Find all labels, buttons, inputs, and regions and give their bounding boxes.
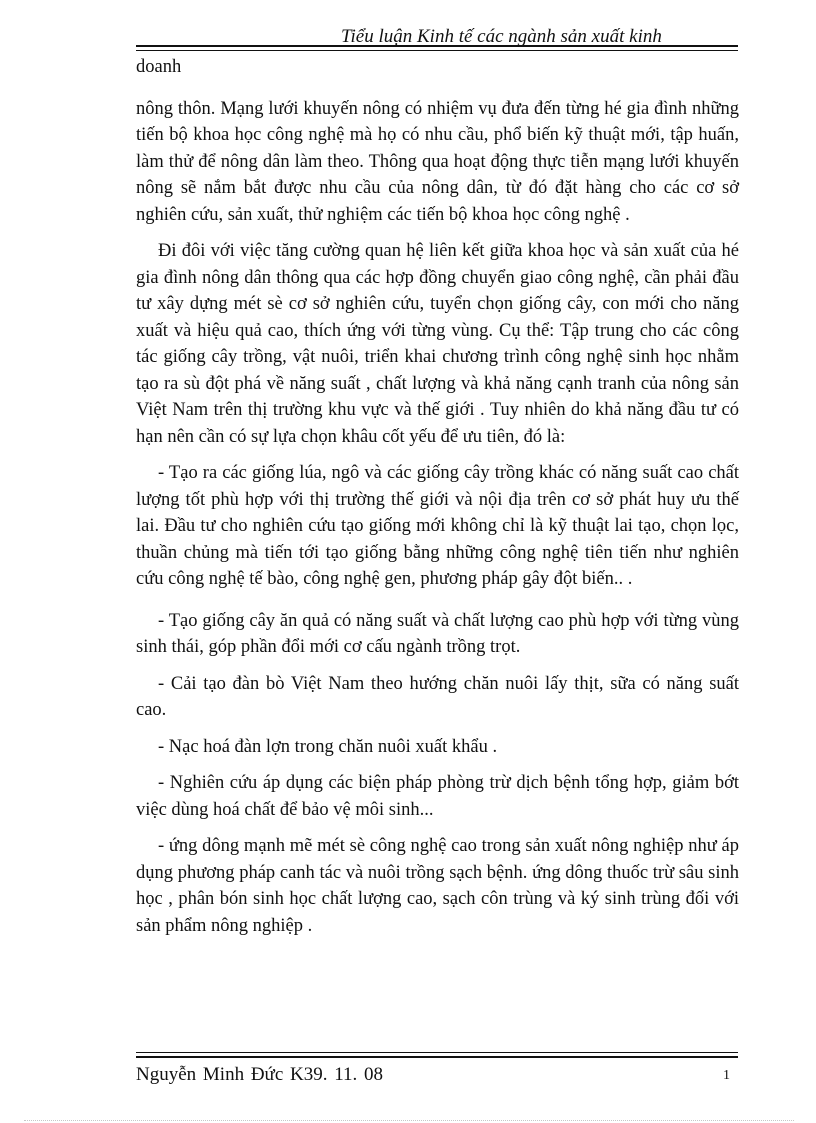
page-bottom-border [24, 1120, 794, 1121]
list-item: - Nạc hoá đàn lợn trong chăn nuôi xuất khẩu . [158, 736, 498, 757]
list-item: - Nghiên cứu áp dụng các biện pháp phòng trừ dịch bệnh tổng hợp, giảm bớt việc dùng hoá chất để bảo vệ môi sinh... [136, 773, 739, 820]
footer-rule [136, 1052, 738, 1053]
footer-author: Nguyễn Minh Đức K39. 11. 08 [136, 1064, 384, 1085]
page-number: 1 [723, 1068, 730, 1083]
header-rule [136, 45, 738, 47]
body-text [136, 54, 739, 939]
footer-rule [136, 1056, 738, 1058]
list-item: - Tạo giống cây ăn quả có năng suất và chất lượng cao phù hợp với từng vùng sinh thái, góp phần đổi mới cơ cấu ngành trồng trọt. [136, 610, 739, 657]
list-item: - ứng dông mạnh mẽ mét sè công nghệ cao trong sản xuất nông nghiệp như áp dụng phương pháp canh tác và nuôi trồng sạch bệnh. ứng dông thuốc trừ sâu sinh học , phân bón sinh học chất lượng cao, sạch côn trùng và ký sinh trùng đối với sản phẩm nông nghiệp . [136, 836, 739, 936]
header-title: Tiểu luận Kinh tế các ngành sản xuất kinh [341, 26, 662, 47]
header-continuation: doanh [136, 57, 182, 77]
list-item: - Cải tạo đàn bò Việt Nam theo hướng chăn nuôi lấy thịt, sữa có năng suất cao. [136, 673, 739, 720]
list-item: - Tạo ra các giống lúa, ngô và các giống cây trồng khác có năng suất cao chất lượng tốt phù hợp với thị trường thế giới và nội địa trên cơ sở phát huy ưu thế lai. Đầu tư cho nghiên cứu tạo giống mới không chỉ là kỹ thuật lai tạo, chọn lọc, thuần chủng mà tiến tới tạo giống bằng những công nghệ tiên tiến như nghiên cứu công nghệ tế bào, công nghệ gen, phương pháp gây đột biến.. . [136, 463, 739, 589]
paragraph: Đi đôi với việc tăng cường quan hệ liên kết giữa khoa học và sản xuất của hé gia đình nông dân thông qua các hợp đồng chuyển giao công nghệ, cần phải đầu tư xây dựng mét sè cơ sở nghiên cứu, tuyển chọn giống cây, con mới cho năng xuất và hiệu quả cao, thích ứng với từng vùng. Cụ thể: Tập trung cho các công tác giống cây trồng, vật nuôi, triển khai chương trình công nghệ sinh học nhằm tạo ra sù đột phá về năng suất , chất lượng và khả năng cạnh tranh của nông sản Việt Nam trên thị trường khu vực và thế giới . Tuy nhiên do khả năng đầu tư có hạn nên cần có sự lựa chọn khâu cốt yếu để ưu tiên, đó là: [136, 241, 739, 447]
header-rule [136, 50, 738, 51]
paragraph: nông thôn. Mạng lưới khuyến nông có nhiệm vụ đưa đến từng hé gia đình những tiến bộ khoa học công nghệ mà họ có nhu cầu, phổ biến kỹ thuật mới, tập huấn, làm thử để nông dân làm theo. Thông qua hoạt động thực tiễn mạng lưới khuyến nông sẽ nắm bắt được nhu cầu của nông dân, từ đó đặt hàng cho các cơ sở nghiên cứu, sản xuất, thử nghiệm các tiến bộ khoa học công nghệ . [136, 98, 739, 225]
